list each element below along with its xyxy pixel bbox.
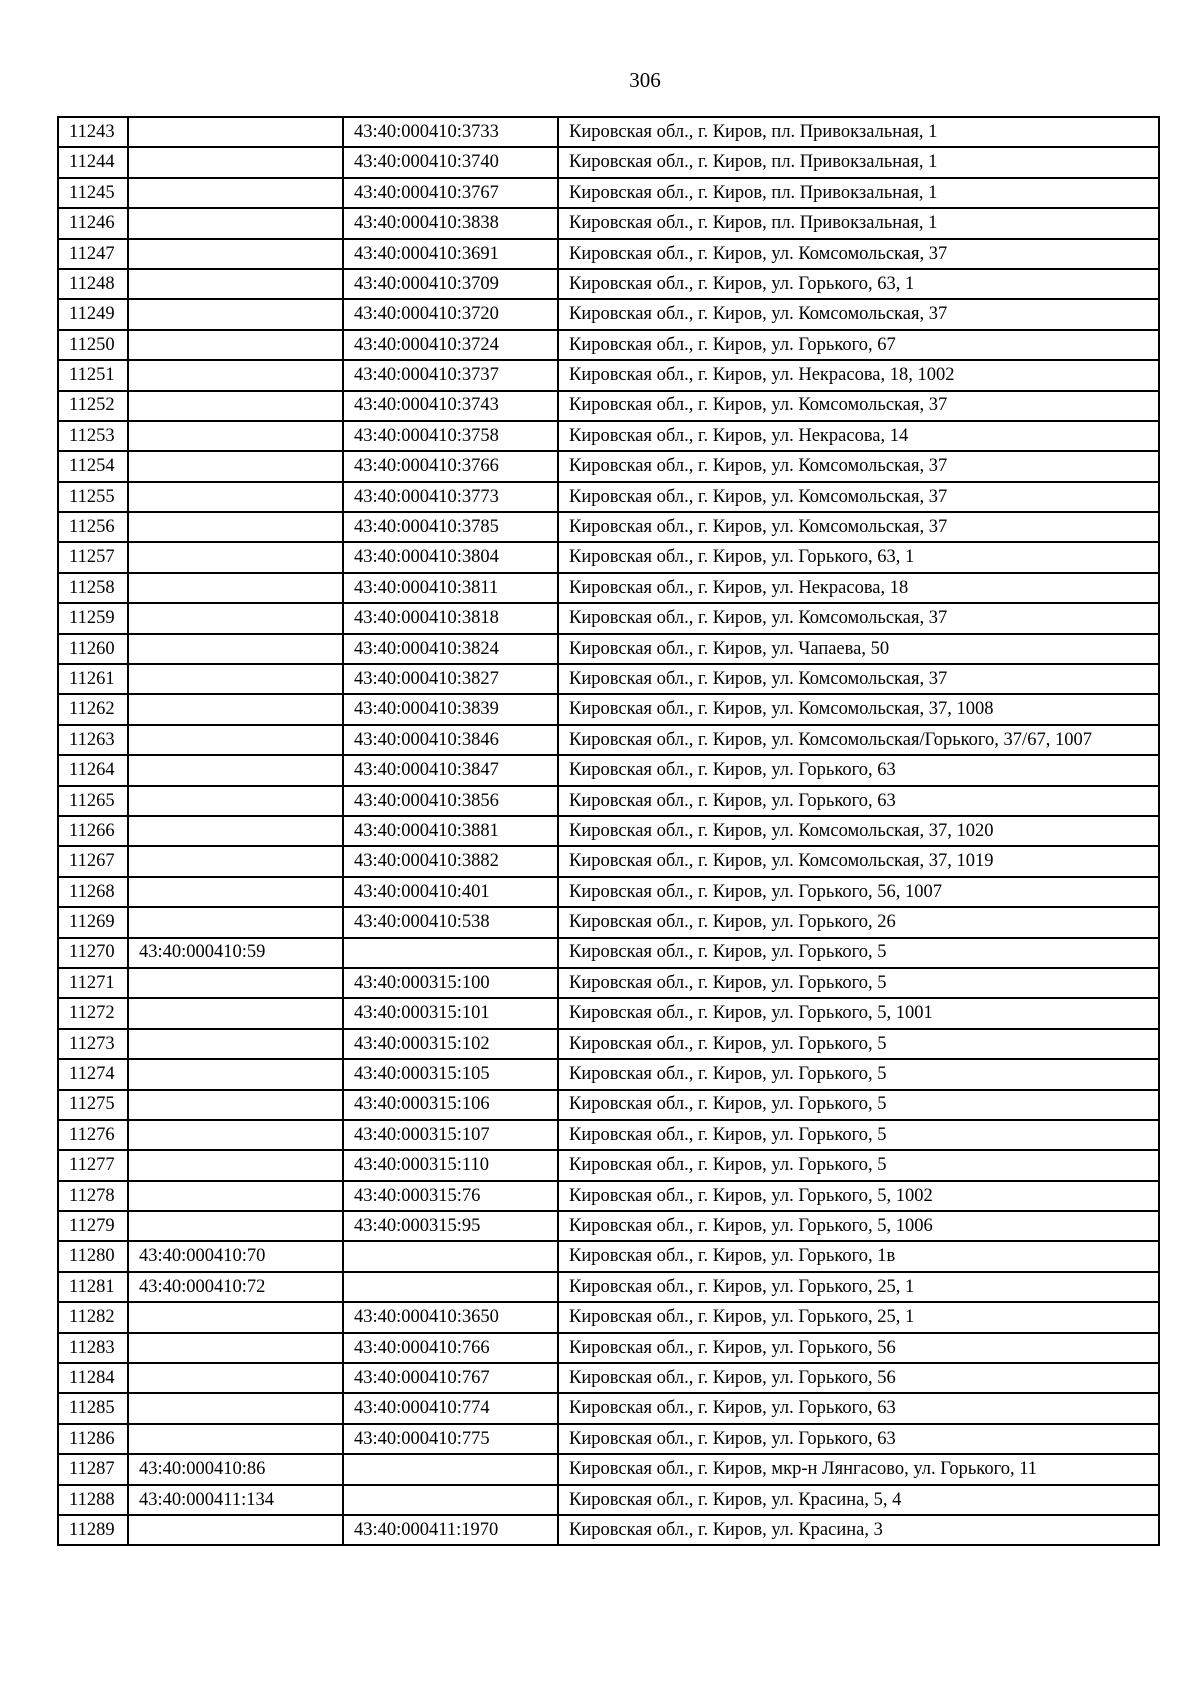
land-cadastral-number-cell <box>128 1181 343 1211</box>
building-cadastral-number-cell: 43:40:000410:3804 <box>343 542 558 572</box>
row-number-cell: 11257 <box>58 542 128 572</box>
table-row <box>58 542 1159 572</box>
table-row <box>58 755 1159 785</box>
land-cadastral-number-cell <box>128 1333 343 1363</box>
building-cadastral-number-cell: 43:40:000410:3766 <box>343 451 558 481</box>
land-cadastral-number-cell <box>128 634 343 664</box>
building-cadastral-number-cell: 43:40:000315:101 <box>343 998 558 1028</box>
land-cadastral-number-cell <box>128 482 343 512</box>
land-cadastral-number-cell <box>128 573 343 603</box>
land-cadastral-number-cell <box>128 299 343 329</box>
building-cadastral-number-cell: 43:40:000410:3743 <box>343 391 558 421</box>
row-number-cell: 11285 <box>58 1393 128 1423</box>
table-row <box>58 603 1159 633</box>
row-number-cell: 11286 <box>58 1424 128 1454</box>
table-row <box>58 451 1159 481</box>
address-cell: Кировская обл., г. Киров, ул. Некрасова, 18, 1002 <box>558 360 1159 390</box>
page-number: 306 <box>629 68 661 92</box>
row-number-cell: 11255 <box>58 482 128 512</box>
address-cell: Кировская обл., г. Киров, ул. Чапаева, 50 <box>558 634 1159 664</box>
row-number-cell: 11251 <box>58 360 128 390</box>
land-cadastral-number-cell <box>128 147 343 177</box>
land-cadastral-number-cell <box>128 178 343 208</box>
table-row <box>58 634 1159 664</box>
land-cadastral-number-cell <box>128 1059 343 1089</box>
row-number-cell: 11269 <box>58 907 128 937</box>
building-cadastral-number-cell: 43:40:000315:100 <box>343 968 558 998</box>
table-row <box>58 147 1159 177</box>
address-cell: Кировская обл., г. Киров, ул. Горького, 5 <box>558 1029 1159 1059</box>
table-row <box>58 1485 1159 1515</box>
row-number-cell: 11246 <box>58 208 128 238</box>
address-cell: Кировская обл., г. Киров, ул. Горького, 63, 1 <box>558 542 1159 572</box>
table-row <box>58 1272 1159 1302</box>
land-cadastral-number-cell: 43:40:000410:86 <box>128 1454 343 1484</box>
registry-table-body <box>58 117 1159 1545</box>
address-cell: Кировская обл., г. Киров, ул. Комсомольская, 37 <box>558 391 1159 421</box>
row-number-cell: 11245 <box>58 178 128 208</box>
table-row <box>58 998 1159 1028</box>
building-cadastral-number-cell: 43:40:000410:3650 <box>343 1302 558 1332</box>
row-number-cell: 11250 <box>58 330 128 360</box>
address-cell: Кировская обл., г. Киров, ул. Горького, 67 <box>558 330 1159 360</box>
address-cell: Кировская обл., г. Киров, пл. Привокзальная, 1 <box>558 147 1159 177</box>
row-number-cell: 11270 <box>58 938 128 968</box>
table-row <box>58 1363 1159 1393</box>
land-cadastral-number-cell <box>128 1393 343 1423</box>
land-cadastral-number-cell <box>128 1090 343 1120</box>
address-cell: Кировская обл., г. Киров, ул. Комсомольская, 37 <box>558 299 1159 329</box>
row-number-cell: 11243 <box>58 117 128 147</box>
address-cell: Кировская обл., г. Киров, ул. Горького, 63 <box>558 755 1159 785</box>
row-number-cell: 11248 <box>58 269 128 299</box>
land-cadastral-number-cell <box>128 786 343 816</box>
building-cadastral-number-cell: 43:40:000410:3856 <box>343 786 558 816</box>
table-row <box>58 1241 1159 1271</box>
row-number-cell: 11253 <box>58 421 128 451</box>
address-cell: Кировская обл., г. Киров, ул. Горького, 26 <box>558 907 1159 937</box>
address-cell: Кировская обл., г. Киров, ул. Некрасова, 18 <box>558 573 1159 603</box>
address-cell: Кировская обл., г. Киров, ул. Комсомольская, 37, 1019 <box>558 846 1159 876</box>
row-number-cell: 11261 <box>58 664 128 694</box>
address-cell: Кировская обл., г. Киров, ул. Горького, 5, 1002 <box>558 1181 1159 1211</box>
address-cell: Кировская обл., г. Киров, ул. Красина, 5, 4 <box>558 1485 1159 1515</box>
land-cadastral-number-cell <box>128 421 343 451</box>
building-cadastral-number-cell: 43:40:000410:766 <box>343 1333 558 1363</box>
building-cadastral-number-cell: 43:40:000315:76 <box>343 1181 558 1211</box>
building-cadastral-number-cell: 43:40:000410:3733 <box>343 117 558 147</box>
address-cell: Кировская обл., г. Киров, ул. Горького, 5 <box>558 1120 1159 1150</box>
row-number-cell: 11244 <box>58 147 128 177</box>
building-cadastral-number-cell: 43:40:000410:3740 <box>343 147 558 177</box>
row-number-cell: 11279 <box>58 1211 128 1241</box>
building-cadastral-number-cell: 43:40:000410:3839 <box>343 694 558 724</box>
land-cadastral-number-cell <box>128 1424 343 1454</box>
table-row <box>58 938 1159 968</box>
building-cadastral-number-cell <box>343 938 558 968</box>
land-cadastral-number-cell <box>128 1150 343 1180</box>
table-row <box>58 299 1159 329</box>
row-number-cell: 11249 <box>58 299 128 329</box>
building-cadastral-number-cell: 43:40:000410:767 <box>343 1363 558 1393</box>
table-row <box>58 482 1159 512</box>
building-cadastral-number-cell: 43:40:000410:3773 <box>343 482 558 512</box>
building-cadastral-number-cell: 43:40:000410:3827 <box>343 664 558 694</box>
land-cadastral-number-cell <box>128 1302 343 1332</box>
row-number-cell: 11263 <box>58 725 128 755</box>
row-number-cell: 11288 <box>58 1485 128 1515</box>
land-cadastral-number-cell <box>128 664 343 694</box>
row-number-cell: 11275 <box>58 1090 128 1120</box>
row-number-cell: 11262 <box>58 694 128 724</box>
address-cell: Кировская обл., г. Киров, ул. Горького, 5 <box>558 968 1159 998</box>
land-cadastral-number-cell: 43:40:000411:134 <box>128 1485 343 1515</box>
table-row <box>58 968 1159 998</box>
building-cadastral-number-cell: 43:40:000410:3847 <box>343 755 558 785</box>
address-cell: Кировская обл., г. Киров, ул. Комсомольская, 37 <box>558 451 1159 481</box>
land-cadastral-number-cell <box>128 968 343 998</box>
table-row <box>58 877 1159 907</box>
table-row <box>58 907 1159 937</box>
building-cadastral-number-cell: 43:40:000410:3709 <box>343 269 558 299</box>
row-number-cell: 11258 <box>58 573 128 603</box>
table-row <box>58 1424 1159 1454</box>
table-row <box>58 725 1159 755</box>
land-cadastral-number-cell <box>128 694 343 724</box>
table-row <box>58 1393 1159 1423</box>
land-cadastral-number-cell <box>128 816 343 846</box>
building-cadastral-number-cell: 43:40:000410:3846 <box>343 725 558 755</box>
building-cadastral-number-cell: 43:40:000315:107 <box>343 1120 558 1150</box>
address-cell: Кировская обл., г. Киров, ул. Комсомольская, 37 <box>558 664 1159 694</box>
building-cadastral-number-cell: 43:40:000410:3818 <box>343 603 558 633</box>
table-row <box>58 360 1159 390</box>
address-cell: Кировская обл., г. Киров, ул. Комсомольская, 37 <box>558 482 1159 512</box>
land-cadastral-number-cell: 43:40:000410:70 <box>128 1241 343 1271</box>
table-row <box>58 269 1159 299</box>
address-cell: Кировская обл., г. Киров, ул. Комсомольская, 37, 1020 <box>558 816 1159 846</box>
table-row <box>58 512 1159 542</box>
table-row <box>58 330 1159 360</box>
address-cell: Кировская обл., г. Киров, ул. Горького, 25, 1 <box>558 1302 1159 1332</box>
land-cadastral-number-cell <box>128 451 343 481</box>
building-cadastral-number-cell: 43:40:000410:3724 <box>343 330 558 360</box>
land-cadastral-number-cell <box>128 1120 343 1150</box>
table-row <box>58 1120 1159 1150</box>
address-cell: Кировская обл., г. Киров, ул. Горького, 1в <box>558 1241 1159 1271</box>
building-cadastral-number-cell: 43:40:000410:3737 <box>343 360 558 390</box>
row-number-cell: 11252 <box>58 391 128 421</box>
table-row <box>58 1090 1159 1120</box>
land-cadastral-number-cell <box>128 877 343 907</box>
land-cadastral-number-cell <box>128 542 343 572</box>
table-row <box>58 664 1159 694</box>
row-number-cell: 11265 <box>58 786 128 816</box>
table-row <box>58 786 1159 816</box>
building-cadastral-number-cell: 43:40:000315:95 <box>343 1211 558 1241</box>
row-number-cell: 11264 <box>58 755 128 785</box>
table-row <box>58 178 1159 208</box>
address-cell: Кировская обл., г. Киров, ул. Горького, 63 <box>558 1424 1159 1454</box>
land-cadastral-number-cell: 43:40:000410:59 <box>128 938 343 968</box>
address-cell: Кировская обл., г. Киров, ул. Горького, 56 <box>558 1363 1159 1393</box>
land-cadastral-number-cell <box>128 603 343 633</box>
land-cadastral-number-cell <box>128 1515 343 1545</box>
building-cadastral-number-cell: 43:40:000410:3838 <box>343 208 558 238</box>
address-cell: Кировская обл., г. Киров, ул. Комсомольская, 37, 1008 <box>558 694 1159 724</box>
table-row <box>58 239 1159 269</box>
address-cell: Кировская обл., г. Киров, ул. Горького, 56 <box>558 1333 1159 1363</box>
table-row <box>58 816 1159 846</box>
table-row <box>58 1029 1159 1059</box>
row-number-cell: 11256 <box>58 512 128 542</box>
address-cell: Кировская обл., г. Киров, ул. Горького, 5 <box>558 938 1159 968</box>
table-row <box>58 1333 1159 1363</box>
address-cell: Кировская обл., г. Киров, ул. Горького, 63 <box>558 786 1159 816</box>
table-row <box>58 1211 1159 1241</box>
row-number-cell: 11273 <box>58 1029 128 1059</box>
building-cadastral-number-cell: 43:40:000315:106 <box>343 1090 558 1120</box>
land-cadastral-number-cell <box>128 330 343 360</box>
building-cadastral-number-cell: 43:40:000315:110 <box>343 1150 558 1180</box>
building-cadastral-number-cell: 43:40:000410:3720 <box>343 299 558 329</box>
land-cadastral-number-cell <box>128 208 343 238</box>
table-row <box>58 1302 1159 1332</box>
land-cadastral-number-cell <box>128 360 343 390</box>
land-cadastral-number-cell <box>128 907 343 937</box>
land-cadastral-number-cell: 43:40:000410:72 <box>128 1272 343 1302</box>
building-cadastral-number-cell: 43:40:000410:3767 <box>343 178 558 208</box>
table-row <box>58 1181 1159 1211</box>
address-cell: Кировская обл., г. Киров, ул. Комсомольская, 37 <box>558 239 1159 269</box>
table-row <box>58 391 1159 421</box>
address-cell: Кировская обл., г. Киров, пл. Привокзальная, 1 <box>558 178 1159 208</box>
building-cadastral-number-cell: 43:40:000410:775 <box>343 1424 558 1454</box>
building-cadastral-number-cell: 43:40:000410:3691 <box>343 239 558 269</box>
address-cell: Кировская обл., г. Киров, мкр-н Лянгасово, ул. Горького, 11 <box>558 1454 1159 1484</box>
row-number-cell: 11247 <box>58 239 128 269</box>
address-cell: Кировская обл., г. Киров, ул. Комсомольская/Горького, 37/67, 1007 <box>558 725 1159 755</box>
land-cadastral-number-cell <box>128 512 343 542</box>
row-number-cell: 11284 <box>58 1363 128 1393</box>
address-cell: Кировская обл., г. Киров, ул. Красина, 3 <box>558 1515 1159 1545</box>
row-number-cell: 11277 <box>58 1150 128 1180</box>
address-cell: Кировская обл., г. Киров, ул. Горького, 5, 1001 <box>558 998 1159 1028</box>
building-cadastral-number-cell: 43:40:000410:3785 <box>343 512 558 542</box>
row-number-cell: 11271 <box>58 968 128 998</box>
row-number-cell: 11289 <box>58 1515 128 1545</box>
address-cell: Кировская обл., г. Киров, ул. Горького, 5 <box>558 1150 1159 1180</box>
land-cadastral-number-cell <box>128 391 343 421</box>
land-cadastral-number-cell <box>128 1029 343 1059</box>
building-cadastral-number-cell: 43:40:000410:3758 <box>343 421 558 451</box>
land-cadastral-number-cell <box>128 846 343 876</box>
land-cadastral-number-cell <box>128 269 343 299</box>
row-number-cell: 11287 <box>58 1454 128 1484</box>
building-cadastral-number-cell <box>343 1272 558 1302</box>
address-cell: Кировская обл., г. Киров, ул. Горького, 5 <box>558 1090 1159 1120</box>
land-cadastral-number-cell <box>128 755 343 785</box>
building-cadastral-number-cell <box>343 1241 558 1271</box>
land-cadastral-number-cell <box>128 117 343 147</box>
address-cell: Кировская обл., г. Киров, ул. Горького, 63 <box>558 1393 1159 1423</box>
building-cadastral-number-cell: 43:40:000411:1970 <box>343 1515 558 1545</box>
building-cadastral-number-cell: 43:40:000410:538 <box>343 907 558 937</box>
row-number-cell: 11272 <box>58 998 128 1028</box>
table-row <box>58 573 1159 603</box>
row-number-cell: 11281 <box>58 1272 128 1302</box>
table-row <box>58 694 1159 724</box>
table-row <box>58 1515 1159 1545</box>
building-cadastral-number-cell: 43:40:000315:105 <box>343 1059 558 1089</box>
address-cell: Кировская обл., г. Киров, ул. Горького, 63, 1 <box>558 269 1159 299</box>
address-cell: Кировская обл., г. Киров, пл. Привокзальная, 1 <box>558 208 1159 238</box>
address-cell: Кировская обл., г. Киров, ул. Горького, 5, 1006 <box>558 1211 1159 1241</box>
address-cell: Кировская обл., г. Киров, ул. Комсомольская, 37 <box>558 512 1159 542</box>
land-cadastral-number-cell <box>128 998 343 1028</box>
table-row <box>58 117 1159 147</box>
table-row <box>58 208 1159 238</box>
address-cell: Кировская обл., г. Киров, ул. Комсомольская, 37 <box>558 603 1159 633</box>
table-row <box>58 1454 1159 1484</box>
table-row <box>58 1150 1159 1180</box>
table-row <box>58 421 1159 451</box>
row-number-cell: 11276 <box>58 1120 128 1150</box>
address-cell: Кировская обл., г. Киров, ул. Горького, 25, 1 <box>558 1272 1159 1302</box>
row-number-cell: 11280 <box>58 1241 128 1271</box>
land-cadastral-number-cell <box>128 1363 343 1393</box>
address-cell: Кировская обл., г. Киров, ул. Горького, 5 <box>558 1059 1159 1089</box>
building-cadastral-number-cell: 43:40:000410:3824 <box>343 634 558 664</box>
building-cadastral-number-cell: 43:40:000410:3882 <box>343 846 558 876</box>
table-row <box>58 1059 1159 1089</box>
building-cadastral-number-cell: 43:40:000410:3881 <box>343 816 558 846</box>
land-cadastral-number-cell <box>128 1211 343 1241</box>
row-number-cell: 11282 <box>58 1302 128 1332</box>
building-cadastral-number-cell: 43:40:000410:401 <box>343 877 558 907</box>
address-cell: Кировская обл., г. Киров, ул. Горького, 56, 1007 <box>558 877 1159 907</box>
row-number-cell: 11278 <box>58 1181 128 1211</box>
building-cadastral-number-cell <box>343 1454 558 1484</box>
building-cadastral-number-cell: 43:40:000410:3811 <box>343 573 558 603</box>
building-cadastral-number-cell <box>343 1485 558 1515</box>
row-number-cell: 11274 <box>58 1059 128 1089</box>
row-number-cell: 11283 <box>58 1333 128 1363</box>
row-number-cell: 11267 <box>58 846 128 876</box>
address-cell: Кировская обл., г. Киров, ул. Некрасова, 14 <box>558 421 1159 451</box>
row-number-cell: 11254 <box>58 451 128 481</box>
row-number-cell: 11268 <box>58 877 128 907</box>
building-cadastral-number-cell: 43:40:000315:102 <box>343 1029 558 1059</box>
row-number-cell: 11266 <box>58 816 128 846</box>
land-cadastral-number-cell <box>128 239 343 269</box>
row-number-cell: 11259 <box>58 603 128 633</box>
registry-table <box>57 116 1160 1546</box>
table-row <box>58 846 1159 876</box>
building-cadastral-number-cell: 43:40:000410:774 <box>343 1393 558 1423</box>
row-number-cell: 11260 <box>58 634 128 664</box>
land-cadastral-number-cell <box>128 725 343 755</box>
address-cell: Кировская обл., г. Киров, пл. Привокзальная, 1 <box>558 117 1159 147</box>
